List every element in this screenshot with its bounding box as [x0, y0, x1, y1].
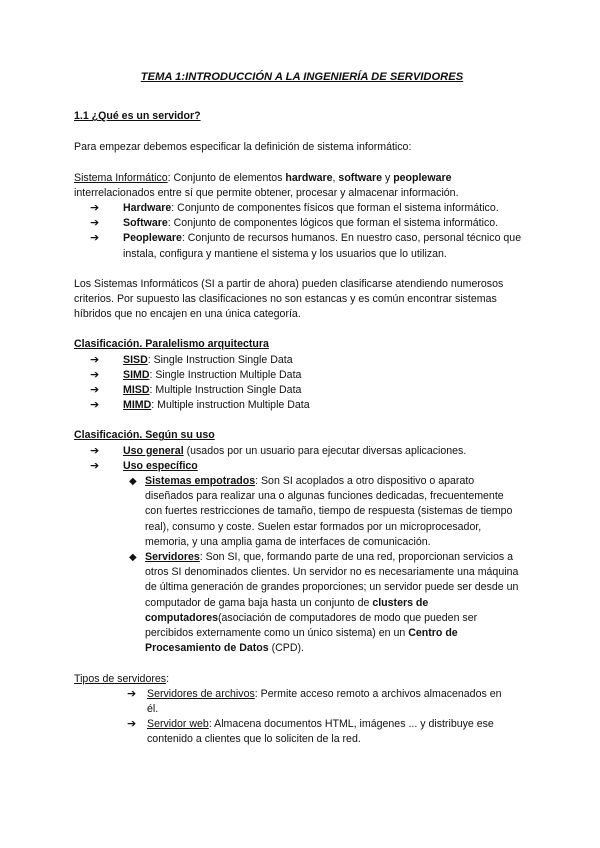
list-item: ➔ Uso general (usados por un usuario para ejecutar diversas aplicaciones.: [90, 444, 530, 459]
section-heading-paralelismo: Clasificación. Paralelismo arquitectura: [74, 338, 269, 351]
definition-paragraph: Sistema Informático: Conjunto de elementos hardware, software y peopleware interrelacionados entre sí que permite obtener, procesar y almacenar información.: [74, 171, 459, 199]
list-item: ➔ Servidores de archivos: Permite acceso remoto a archivos almacenados en él.: [127, 687, 502, 715]
list-item: ◆ Sistemas empotrados: Son SI acoplados a otro dispositivo o aparato diseñados para realizar una o algunas funciones dedicadas, frecuentemente con fuertes restricciones de tamaño, tiempo de respuesta (sistemas de tiempo real), consumo y coste. Suelen estar formados por un microprocesador, memoria, y una amplia gama de interfaces de comunicación.: [129, 475, 513, 548]
clasificacion-uso: [74, 428, 530, 656]
arrow-icon: ➔: [127, 718, 137, 731]
diamond-bullet-icon: ◆: [129, 476, 137, 488]
list-item: ➔ Hardware: Conjunto de componentes físicos que forman el sistema informático.: [90, 201, 530, 216]
list-item: ➔ Uso específico: [90, 459, 530, 474]
arrow-icon: ➔: [90, 384, 100, 397]
tipos-list: [74, 687, 530, 748]
clasificacion-paralelismo: [74, 337, 530, 413]
list-item: ➔ MISD: Multiple Instruction Single Data: [90, 383, 530, 398]
document-page: [74, 70, 530, 763]
section-heading-uso: Clasificación. Según su uso: [74, 429, 215, 442]
tipos-servidores: [74, 672, 530, 748]
uso-list: [74, 444, 530, 474]
list-item: ➔ Servidor web: Almacena documentos HTML, imágenes ... y distribuye ese contenido a clientes que lo soliciten de la red.: [127, 718, 494, 746]
arrow-icon: ➔: [90, 444, 100, 457]
arrow-icon: ➔: [90, 459, 100, 472]
list-item: ➔ SISD: Single Instruction Single Data: [90, 353, 530, 368]
arrow-icon: ➔: [90, 232, 100, 245]
classification-intro-paragraph: Los Sistemas Informáticos (SI a partir de ahora) pueden clasificarse atendiendo numerosos criterios. Por supuesto las clasificaciones no son estancas y es común encontrar sistemas híbridos que no encajen en una única categoría.: [74, 277, 504, 321]
section-heading-que-es-servidor: 1.1 ¿Qué es un servidor?: [74, 110, 201, 123]
arrow-icon: ➔: [90, 399, 100, 412]
document-title: TEMA 1:INTRODUCCIÓN A LA INGENIERÍA DE SERVIDORES: [140, 71, 464, 83]
definition-block: [74, 171, 530, 262]
definition-list: [74, 201, 530, 262]
definition-term: Sistema Informático: [74, 171, 168, 184]
diamond-bullet-icon: ◆: [129, 552, 137, 564]
arrow-icon: ➔: [90, 368, 100, 381]
uso-especifico-list: [74, 474, 530, 656]
arrow-icon: ➔: [90, 353, 100, 366]
intro-paragraph: Para empezar debemos especificar la definición de sistema informático:: [74, 141, 412, 154]
list-item: ◆ Servidores: Son SI, que, formando parte de una red, proporcionan servicios a otros SI denominados clientes. Un servidor no es necesariamente una máquina de última generación de grandes proporciones; un servidor puede ser desde un computador de gama baja hasta un conjunto de clusters de computadores(asociación de computadores de modo que pueden ser percibidos externamente como un único sistema) en un Centro de Procesamiento de Datos (CPD).: [129, 551, 519, 655]
arrow-icon: ➔: [90, 202, 100, 215]
list-item: ➔ MIMD: Multiple instruction Multiple Data: [90, 398, 530, 413]
paralelismo-list: [74, 353, 530, 414]
arrow-icon: ➔: [127, 687, 137, 700]
list-item: ➔ SIMD: Single Instruction Multiple Data: [90, 368, 530, 383]
list-item: ➔ Software: Conjunto de componentes lógicos que forman el sistema informático.: [90, 216, 530, 231]
section-heading-tipos: Tipos de servidores:: [74, 672, 170, 685]
list-item: ➔ Peopleware: Conjunto de recursos humanos. En nuestro caso, personal técnico que instala, configura y mantiene el sistema y los usuarios que lo utilizan.: [90, 232, 522, 260]
arrow-icon: ➔: [90, 217, 100, 230]
